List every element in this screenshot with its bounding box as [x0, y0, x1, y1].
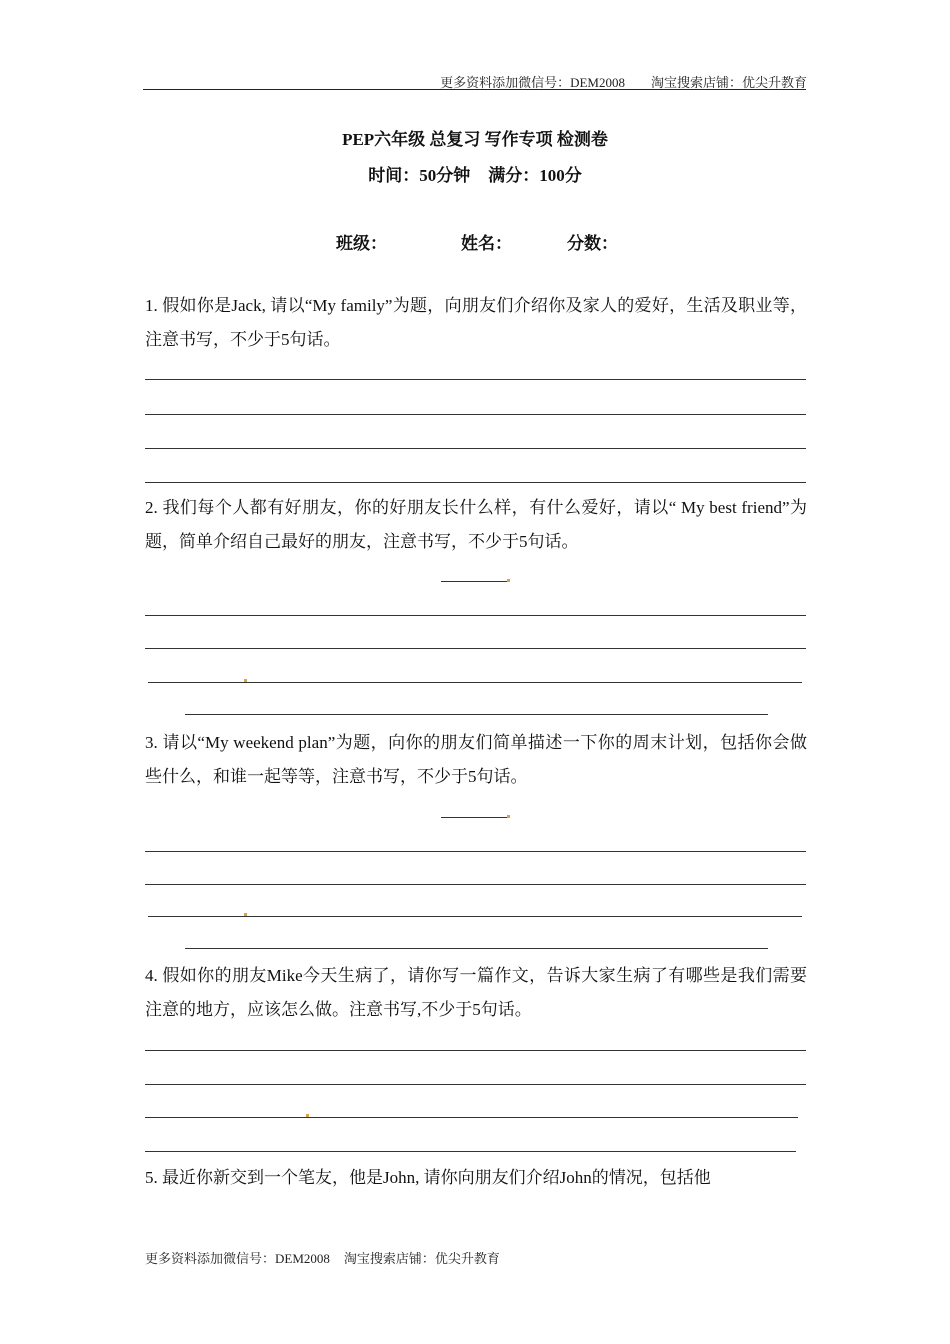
class-label: 班级：	[336, 234, 387, 253]
name-label: 姓名：	[461, 234, 512, 253]
exam-full-score: 满分：100分	[488, 166, 582, 185]
answer-line[interactable]	[148, 682, 802, 683]
header-divider	[143, 89, 806, 90]
answer-line[interactable]	[145, 1117, 798, 1118]
answer-line[interactable]	[145, 379, 806, 380]
footer-wechat: 更多资料添加微信号：DEM2008	[145, 1251, 330, 1266]
mark-dot	[244, 913, 247, 916]
answer-line[interactable]	[145, 851, 806, 852]
answer-line[interactable]	[145, 1084, 806, 1085]
title-line[interactable]	[441, 581, 507, 582]
student-info	[336, 229, 618, 254]
header-shop: 淘宝搜索店铺：优尖升教育	[650, 75, 807, 90]
answer-line[interactable]	[145, 884, 806, 885]
mark-dot	[507, 579, 510, 582]
answer-line[interactable]	[145, 414, 806, 415]
header-wechat: 更多资料添加微信号：DEM2008	[440, 75, 625, 90]
page-footer	[145, 1248, 500, 1267]
answer-line[interactable]	[145, 615, 806, 616]
page-title: PEP六年级 总复习 写作专项 检测卷	[342, 130, 608, 149]
answer-line[interactable]	[185, 948, 768, 949]
answer-line[interactable]	[185, 714, 768, 715]
question-1: 1. 假如你是Jack, 请以“My family”为题，向朋友们介绍你及家人的爱好，生活及职业等，注意书写，不少于5句话。	[145, 296, 807, 349]
answer-line[interactable]	[145, 482, 806, 483]
title-line[interactable]	[441, 817, 507, 818]
exam-time: 时间：50分钟	[368, 166, 471, 185]
answer-line[interactable]	[145, 1151, 796, 1152]
exam-meta	[0, 161, 950, 186]
answer-line[interactable]	[145, 648, 806, 649]
score-label: 分数：	[567, 234, 618, 253]
mark-dot	[306, 1114, 309, 1117]
question-2: 2. 我们每个人都有好朋友，你的好朋友长什么样，有什么爱好，请以“ My best friend”为题，简单介绍自己最好的朋友，注意书写，不少于5句话。	[145, 498, 807, 551]
question-4: 4. 假如你的朋友Mike今天生病了，请你写一篇作文，告诉大家生病了有哪些是我们需要注意的地方，应该怎么做。注意书写,不少于5句话。	[145, 966, 807, 1019]
mark-dot	[507, 815, 510, 818]
question-5: 5. 最近你新交到一个笔友，他是John, 请你向朋友们介绍John的情况，包括他	[145, 1168, 711, 1187]
mark-dot	[244, 679, 247, 682]
answer-line[interactable]	[148, 916, 802, 917]
answer-line[interactable]	[145, 1050, 806, 1051]
answer-line[interactable]	[145, 448, 806, 449]
question-3: 3. 请以“My weekend plan”为题，向你的朋友们简单描述一下你的周末计划，包括你会做些什么，和谁一起等等，注意书写，不少于5句话。	[145, 733, 807, 786]
footer-shop: 淘宝搜索店铺：优尖升教育	[343, 1251, 500, 1266]
